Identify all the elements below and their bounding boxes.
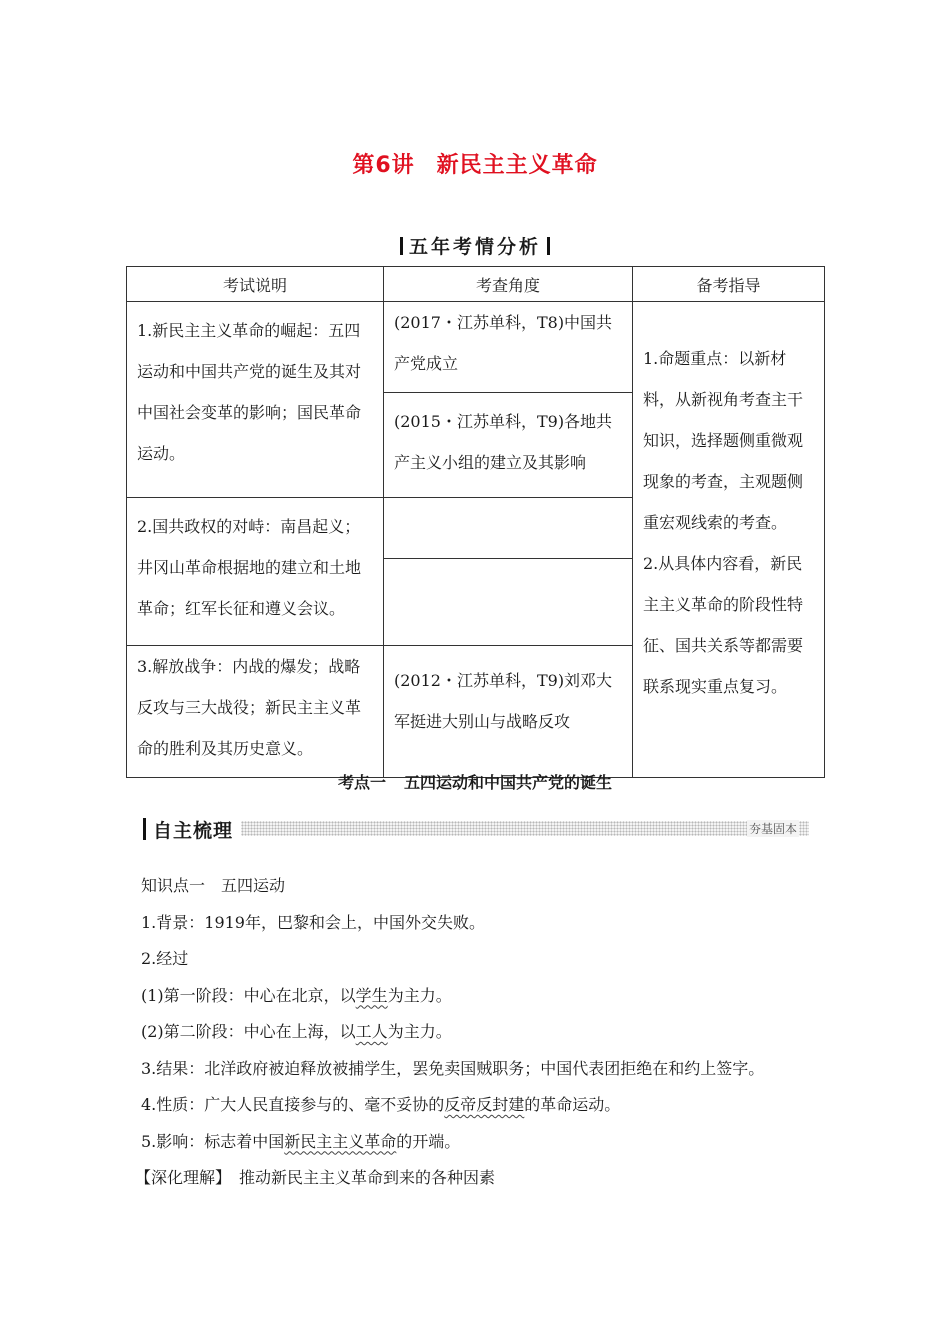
exam-desc-cell bbox=[127, 646, 384, 778]
exam-point-title bbox=[0, 770, 950, 793]
text-segment: 4.性质：广大人民直接参与的、毫不妥协的 bbox=[141, 1095, 445, 1114]
knowledge-content bbox=[135, 872, 821, 1201]
analysis-heading-text: 五年考情分析 bbox=[408, 236, 541, 258]
emphasized-term: 新民主主义革命 bbox=[284, 1131, 397, 1151]
angle-cell-empty bbox=[384, 498, 633, 559]
text-segment: 为主力。 bbox=[387, 1022, 452, 1041]
content-line: 1.背景：1919年，巴黎和会上，中国外交失败。 bbox=[141, 912, 485, 932]
table-row bbox=[127, 302, 825, 393]
lecture-number: 第6讲 bbox=[352, 153, 415, 178]
text-segment: (2)第二阶段：中心在上海，以 bbox=[141, 1022, 356, 1041]
angle-text bbox=[384, 498, 632, 514]
exam-desc-text: 1.新民主主义革命的崛起：五四运动和中国共产党的诞生及其对中国社会变革的影响；国民革命运动。 bbox=[137, 321, 362, 463]
exam-desc-cell bbox=[127, 498, 384, 646]
knowledge-point-heading: 知识点一 五四运动 bbox=[141, 876, 286, 895]
content-line: 2.经过 bbox=[141, 949, 189, 968]
text-segment: 的开端。 bbox=[396, 1131, 461, 1151]
angle-cell bbox=[384, 302, 633, 393]
content-line bbox=[141, 1128, 821, 1165]
content-line bbox=[141, 982, 821, 1019]
guide-item-1: 1.命题重点：以新材料，从新视角考查主干知识，选择题侧重微观现象的考查，主观题侧重宏观线索的考查。 bbox=[643, 349, 804, 532]
exam-desc-cell bbox=[127, 302, 384, 498]
emphasized-term: 反帝反封建 bbox=[444, 1095, 525, 1114]
angle-cell-empty bbox=[384, 559, 633, 646]
angle-cell bbox=[384, 646, 633, 778]
heading-bar-right bbox=[547, 237, 550, 255]
content-line bbox=[141, 1018, 821, 1055]
emphasized-term: 工人 bbox=[355, 1022, 388, 1041]
exam-desc-text: 3.解放战争：内战的爆发；战略反攻与三大战役；新民主主义革命的胜利及其历史意义。 bbox=[137, 657, 362, 758]
col-header-angle: 考查角度 bbox=[384, 267, 633, 302]
angle-text: (2017・江苏单科，T8)中国共产党成立 bbox=[394, 313, 613, 373]
deepen-understanding-line: 【深化理解】 推动新民主主义革命到来的各种因素 bbox=[135, 1168, 496, 1187]
angle-text bbox=[384, 559, 632, 575]
section-label: 自主梳理 bbox=[153, 820, 234, 842]
guide-text bbox=[633, 302, 824, 707]
exam-desc-text: 2.国共政权的对峙：南昌起义；井冈山革命根据地的建立和土地革命；红军长征和遵义会议。 bbox=[137, 517, 362, 618]
exam-point-number: 考点一 bbox=[337, 773, 386, 792]
exam-analysis-table bbox=[126, 266, 825, 778]
text-segment: (1)第一阶段：中心在北京，以 bbox=[141, 985, 356, 1005]
text-segment: 的革命运动。 bbox=[524, 1095, 621, 1114]
emphasized-term: 学生 bbox=[355, 985, 388, 1005]
angle-cell bbox=[384, 393, 633, 498]
lecture-topic: 新民主主义革命 bbox=[436, 153, 598, 178]
table-header-row bbox=[127, 267, 825, 302]
col-header-guide: 备考指导 bbox=[633, 267, 825, 302]
heading-bar-left bbox=[400, 237, 403, 255]
guide-cell bbox=[633, 302, 825, 778]
text-segment: 5.影响：标志着中国 bbox=[141, 1131, 285, 1151]
content-line: 3.结果：北洋政府被迫释放被捕学生，罢免卖国贼职务；中国代表团拒绝在和约上签字。 bbox=[141, 1058, 765, 1078]
analysis-heading bbox=[0, 232, 950, 259]
angle-text: (2012・江苏单科，T9)刘邓大军挺进大别山与战略反攻 bbox=[394, 671, 613, 731]
content-line bbox=[141, 1091, 821, 1128]
angle-text: (2015・江苏单科，T9)各地共产主义小组的建立及其影响 bbox=[394, 412, 613, 472]
section-tag: 夯基固本 bbox=[748, 822, 797, 836]
section-header bbox=[143, 815, 809, 843]
text-segment: 为主力。 bbox=[387, 985, 452, 1005]
page-title bbox=[0, 148, 950, 179]
guide-item-2: 2.从具体内容看，新民主主义革命的阶段性特征、国共关系等都需要联系现实重点复习。 bbox=[643, 554, 804, 696]
section-dotted-band bbox=[241, 821, 809, 836]
exam-point-topic: 五四运动和中国共产党的诞生 bbox=[404, 773, 613, 792]
col-header-desc: 考试说明 bbox=[127, 267, 384, 302]
section-bar-mark bbox=[143, 818, 146, 840]
